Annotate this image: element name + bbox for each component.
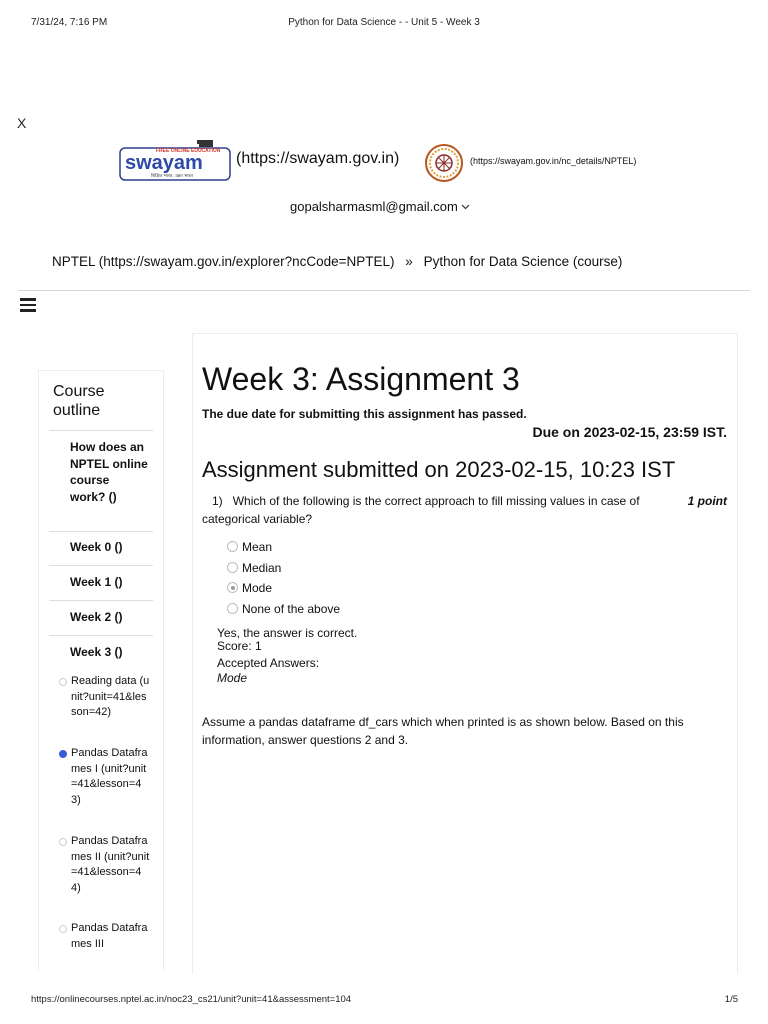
sidebar-item-week-1[interactable] <box>49 574 153 601</box>
course-outline-sidebar <box>38 370 164 971</box>
swayam-logo-name: swayam <box>125 152 203 174</box>
print-page-number: 1/5 <box>724 994 738 1005</box>
answer-score: Score: 1 <box>217 639 262 653</box>
context-paragraph: Assume a pandas dataframe df_cars which when printed is as shown below. Based on this information, answer questions 2 and 3. <box>202 715 684 747</box>
lesson-item-pandas-dataframes-1[interactable] <box>59 746 159 808</box>
swayam-logo-top: FREE ONLINE EDUCATION <box>156 148 221 154</box>
sidebar-divider <box>49 430 153 431</box>
nptel-link[interactable]: (https://swayam.gov.in/nc_details/NPTEL) <box>470 156 637 166</box>
sidebar-item-week-2[interactable] <box>49 609 153 636</box>
swayam-logo-tagline: शिक्षित भारत, उन्नत भारत <box>151 174 193 179</box>
user-menu[interactable] <box>290 199 470 214</box>
radio-button[interactable] <box>227 603 238 614</box>
option-label: None of the above <box>242 602 341 616</box>
accepted-answers-label: Accepted Answers: <box>217 656 320 670</box>
radio-button[interactable] <box>227 541 238 552</box>
breadcrumb-nptel-link[interactable]: NPTEL (https://swayam.gov.in/explorer?ncCode=NPTEL) <box>52 254 395 269</box>
option-mean[interactable] <box>227 539 272 555</box>
lesson-label: Pandas Dataframes II (unit?unit=41&lesson=44) <box>71 835 150 894</box>
lesson-status-icon <box>59 678 67 686</box>
lesson-status-icon <box>59 838 67 846</box>
header-divider <box>18 290 750 291</box>
sidebar-title: Course outline <box>53 383 105 419</box>
answer-feedback: Yes, the answer is correct. <box>217 626 358 640</box>
lesson-item-reading-data[interactable] <box>59 674 159 721</box>
print-url: https://onlinecourses.nptel.ac.in/noc23_cs21/unit?unit=41&assessment=104 <box>31 994 352 1005</box>
question-points: 1 point <box>687 494 727 508</box>
option-median[interactable] <box>227 560 281 576</box>
sidebar-item-label: Week 0 () <box>70 540 123 554</box>
sidebar-item-label: How does an NPTEL online course work? () <box>70 440 148 504</box>
due-date: Due on 2023-02-15, 23:59 IST. <box>532 424 727 440</box>
sidebar-item-week-0[interactable] <box>49 539 153 566</box>
print-datetime: 7/31/24, 7:16 PM <box>31 17 108 28</box>
lesson-item-pandas-dataframes-2[interactable] <box>59 834 159 896</box>
lesson-status-icon <box>59 925 67 933</box>
question-text <box>202 492 642 528</box>
breadcrumb-separator: » <box>405 254 413 269</box>
option-mode[interactable] <box>227 580 272 596</box>
sidebar-item-week-3[interactable] <box>49 644 153 664</box>
option-label: Mean <box>242 540 273 554</box>
lesson-label: Pandas Dataframes III <box>71 922 148 950</box>
option-label: Median <box>242 561 282 575</box>
radio-button[interactable] <box>227 562 238 573</box>
due-passed-notice: The due date for submitting this assignment has passed. <box>202 407 527 421</box>
accepted-answer: Mode <box>217 671 248 685</box>
print-title: Python for Data Science - - Unit 5 - Week 3 <box>288 17 480 28</box>
breadcrumb <box>52 254 622 269</box>
lesson-label: Pandas Dataframes I (unit?unit=41&lesson=43) <box>71 747 148 806</box>
swayam-link[interactable]: (https://swayam.gov.in) <box>236 150 400 167</box>
nptel-logo-icon[interactable] <box>424 143 464 183</box>
assignment-panel <box>192 333 738 974</box>
sidebar-item-how-nptel-works[interactable] <box>49 439 153 532</box>
question-number: 1) <box>212 494 223 508</box>
option-none[interactable] <box>227 601 340 617</box>
close-button[interactable]: X <box>17 115 27 131</box>
sidebar-item-label: Week 2 () <box>70 610 123 624</box>
user-email: gopalsharmasml@gmail.com <box>290 199 458 214</box>
swayam-logo[interactable] <box>119 139 231 181</box>
lesson-label: Reading data (unit?unit=41&lesson=42) <box>71 675 150 718</box>
lesson-item-pandas-dataframes-3[interactable] <box>59 921 159 952</box>
radio-button-selected[interactable] <box>227 582 238 593</box>
chevron-down-icon <box>461 204 470 210</box>
option-label: Mode <box>242 581 273 595</box>
question-body: Which of the following is the correct approach to fill missing values in case of categorical variable? <box>202 494 640 526</box>
sidebar-item-label: Week 1 () <box>70 575 123 589</box>
menu-icon[interactable] <box>20 298 36 312</box>
submission-status: Assignment submitted on 2023-02-15, 10:23 IST <box>202 457 676 482</box>
breadcrumb-course-link[interactable]: Python for Data Science (course) <box>423 254 623 269</box>
page-title: Week 3: Assignment 3 <box>202 361 520 397</box>
lesson-active-icon <box>59 750 67 758</box>
sidebar-item-label: Week 3 () <box>70 645 123 659</box>
